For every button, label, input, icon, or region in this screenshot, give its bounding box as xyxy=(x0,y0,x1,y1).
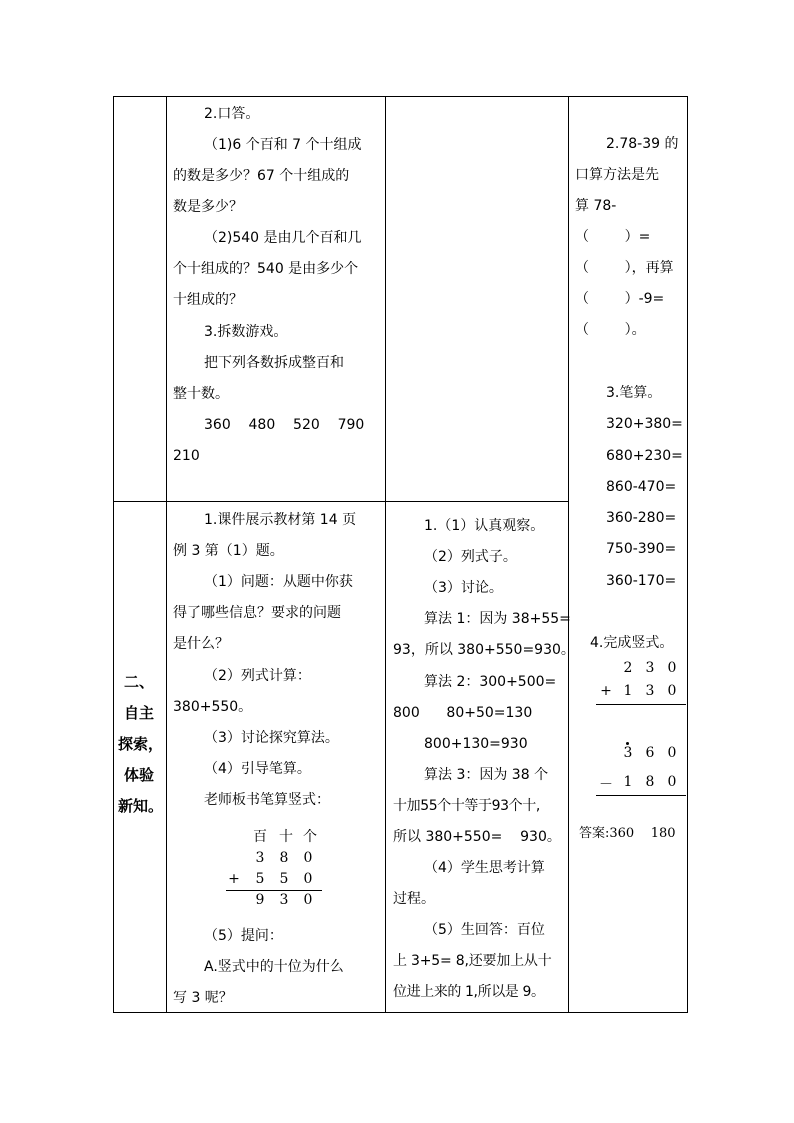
row2-student-line: 过程。 xyxy=(393,891,435,907)
table-border-top xyxy=(113,96,688,97)
q3-item: 360-170= xyxy=(606,573,677,589)
digit: 3 xyxy=(645,683,655,699)
digit: 6 xyxy=(645,745,655,761)
row-divider xyxy=(113,501,569,502)
vertical-addition xyxy=(224,826,334,912)
minus-sign: － xyxy=(599,777,613,793)
q2-line: （ ）。 xyxy=(575,322,646,338)
digit: 8 xyxy=(279,850,289,866)
sum-rule xyxy=(596,704,686,705)
row2-student-line: （2）列式子。 xyxy=(424,549,517,565)
row2-student-line: 800+130=930 xyxy=(424,736,528,752)
q3-item: 680+230= xyxy=(606,448,683,464)
digit: 2 xyxy=(623,660,633,676)
row1-line: 把下列各数拆成整百和 xyxy=(204,355,344,371)
row2-student-line: 1.（1）认真观察。 xyxy=(424,518,545,534)
q3-item: 750-390= xyxy=(606,541,677,557)
difference-rule xyxy=(596,795,686,796)
section-label-line: 二、 xyxy=(124,673,155,691)
digit: 0 xyxy=(667,774,677,790)
q2-line: （ ）= xyxy=(575,229,651,245)
row2-line: 1.课件展示教材第 14 页 xyxy=(204,512,357,528)
q4-title: 4.完成竖式。 xyxy=(590,635,674,651)
row1-line: 整十数。 xyxy=(173,386,229,402)
row2-student-line: 算法 2：300+500= xyxy=(424,674,557,690)
digit: 8 xyxy=(645,774,655,790)
row2-student-line: 算法 3：因为 38 个 xyxy=(424,767,549,783)
row1-line: 个十组成的？540 是由多少个 xyxy=(173,261,359,277)
q3-item: 860-470= xyxy=(606,479,677,495)
table-border-right xyxy=(687,96,688,1013)
row2-line: 例 3 第（1）题。 xyxy=(173,543,284,559)
row2-student-line: （3）讨论。 xyxy=(424,580,503,596)
digit: 0 xyxy=(303,850,313,866)
ones-header: 个 xyxy=(303,829,317,845)
row1-line: （1)6 个百和 7 个十组成 xyxy=(204,137,362,153)
digit: 0 xyxy=(667,660,677,676)
q2-line: （ ）-9= xyxy=(575,291,665,307)
table-border-bottom xyxy=(113,1012,688,1013)
row2-line: 得了哪些信息？要求的问题 xyxy=(173,605,341,621)
section-label-line: 自主 xyxy=(124,704,155,722)
row1-line: 十组成的？ xyxy=(173,292,243,308)
vertical-subtraction-exercise xyxy=(596,742,686,798)
row1-number-list: 360 480 520 790 xyxy=(204,417,365,433)
row2-student-line: （5）生回答：百位 xyxy=(424,922,545,938)
tens-header: 十 xyxy=(279,829,293,845)
row2-line: （2）列式计算： xyxy=(204,668,311,684)
row2-line: 老师板书笔算竖式： xyxy=(204,792,330,808)
row1-line: 数是多少？ xyxy=(173,199,243,215)
digit: 3 xyxy=(279,892,289,908)
q2-line: （ ），再算 xyxy=(575,260,674,276)
digit: 0 xyxy=(303,892,313,908)
digit: 0 xyxy=(303,871,313,887)
q3-item: 320+380= xyxy=(606,416,683,432)
row2-student-line: 93，所以 380+550=930。 xyxy=(393,642,575,658)
row2-line: 写 3 呢？ xyxy=(173,990,233,1006)
row2-student-line: 位进上来的 1,所以是 9。 xyxy=(393,984,545,1000)
row2-line: 是什么？ xyxy=(173,636,229,652)
digit: 0 xyxy=(667,745,677,761)
sum-rule xyxy=(226,890,322,891)
answer-text: 答案:360 180 xyxy=(579,826,676,841)
digit: 5 xyxy=(255,871,265,887)
plus-sign: + xyxy=(228,871,240,887)
digit: 3 xyxy=(623,745,633,761)
row2-student-line: 算法 1：因为 38+55= xyxy=(424,611,571,627)
row2-line: （5）提问： xyxy=(204,928,283,944)
digit: 1 xyxy=(623,774,633,790)
section-label-line: 新知。 xyxy=(118,797,164,815)
digit: 5 xyxy=(279,871,289,887)
digit: 9 xyxy=(255,892,265,908)
column-divider-2 xyxy=(385,96,386,1013)
row1-line: 的数是多少？67 个十组成的 xyxy=(173,168,350,184)
row2-student-line: （4）学生思考计算 xyxy=(424,860,545,876)
row2-line: （3）讨论探究算法。 xyxy=(204,730,339,746)
row2-line: （1）问题：从题中你获 xyxy=(204,574,353,590)
row2-student-line: 上 3+5= 8,还要加上从十 xyxy=(393,953,552,969)
section-label-line: 体验 xyxy=(124,766,155,784)
row2-line: （4）引导笔算。 xyxy=(204,761,311,777)
vertical-addition-exercise xyxy=(596,660,686,710)
row2-student-line: 800 80+50=130 xyxy=(393,705,533,721)
row2-line: A.竖式中的十位为什么 xyxy=(204,959,344,975)
column-divider-3 xyxy=(568,96,569,1013)
plus-sign: + xyxy=(600,683,612,699)
row2-line: 380+550。 xyxy=(173,699,253,715)
row1-number-list-cont: 210 xyxy=(173,448,200,464)
row2-student-line: 所以 380+550= 930。 xyxy=(393,829,561,845)
section-label-line: 探索， xyxy=(118,735,164,753)
column-divider-1 xyxy=(166,96,167,1013)
hundreds-header: 百 xyxy=(253,829,267,845)
q3-title: 3.笔算。 xyxy=(606,385,662,401)
digit: 3 xyxy=(255,850,265,866)
row1-line: 2.口答。 xyxy=(204,106,260,122)
q2-line: 2.78-39 的 xyxy=(606,136,679,152)
q2-line: 口算方法是先 xyxy=(575,167,659,183)
row1-line: 3.拆数游戏。 xyxy=(204,324,288,340)
q3-item: 360-280= xyxy=(606,510,677,526)
digit: 3 xyxy=(645,660,655,676)
table-border-left xyxy=(113,96,114,1013)
row1-line: （2)540 是由几个百和几 xyxy=(204,230,362,246)
row2-student-line: 十加55个十等于93个十, xyxy=(393,798,540,814)
digit: 1 xyxy=(623,683,633,699)
q2-line: 算 78- xyxy=(575,198,617,214)
digit: 0 xyxy=(667,683,677,699)
